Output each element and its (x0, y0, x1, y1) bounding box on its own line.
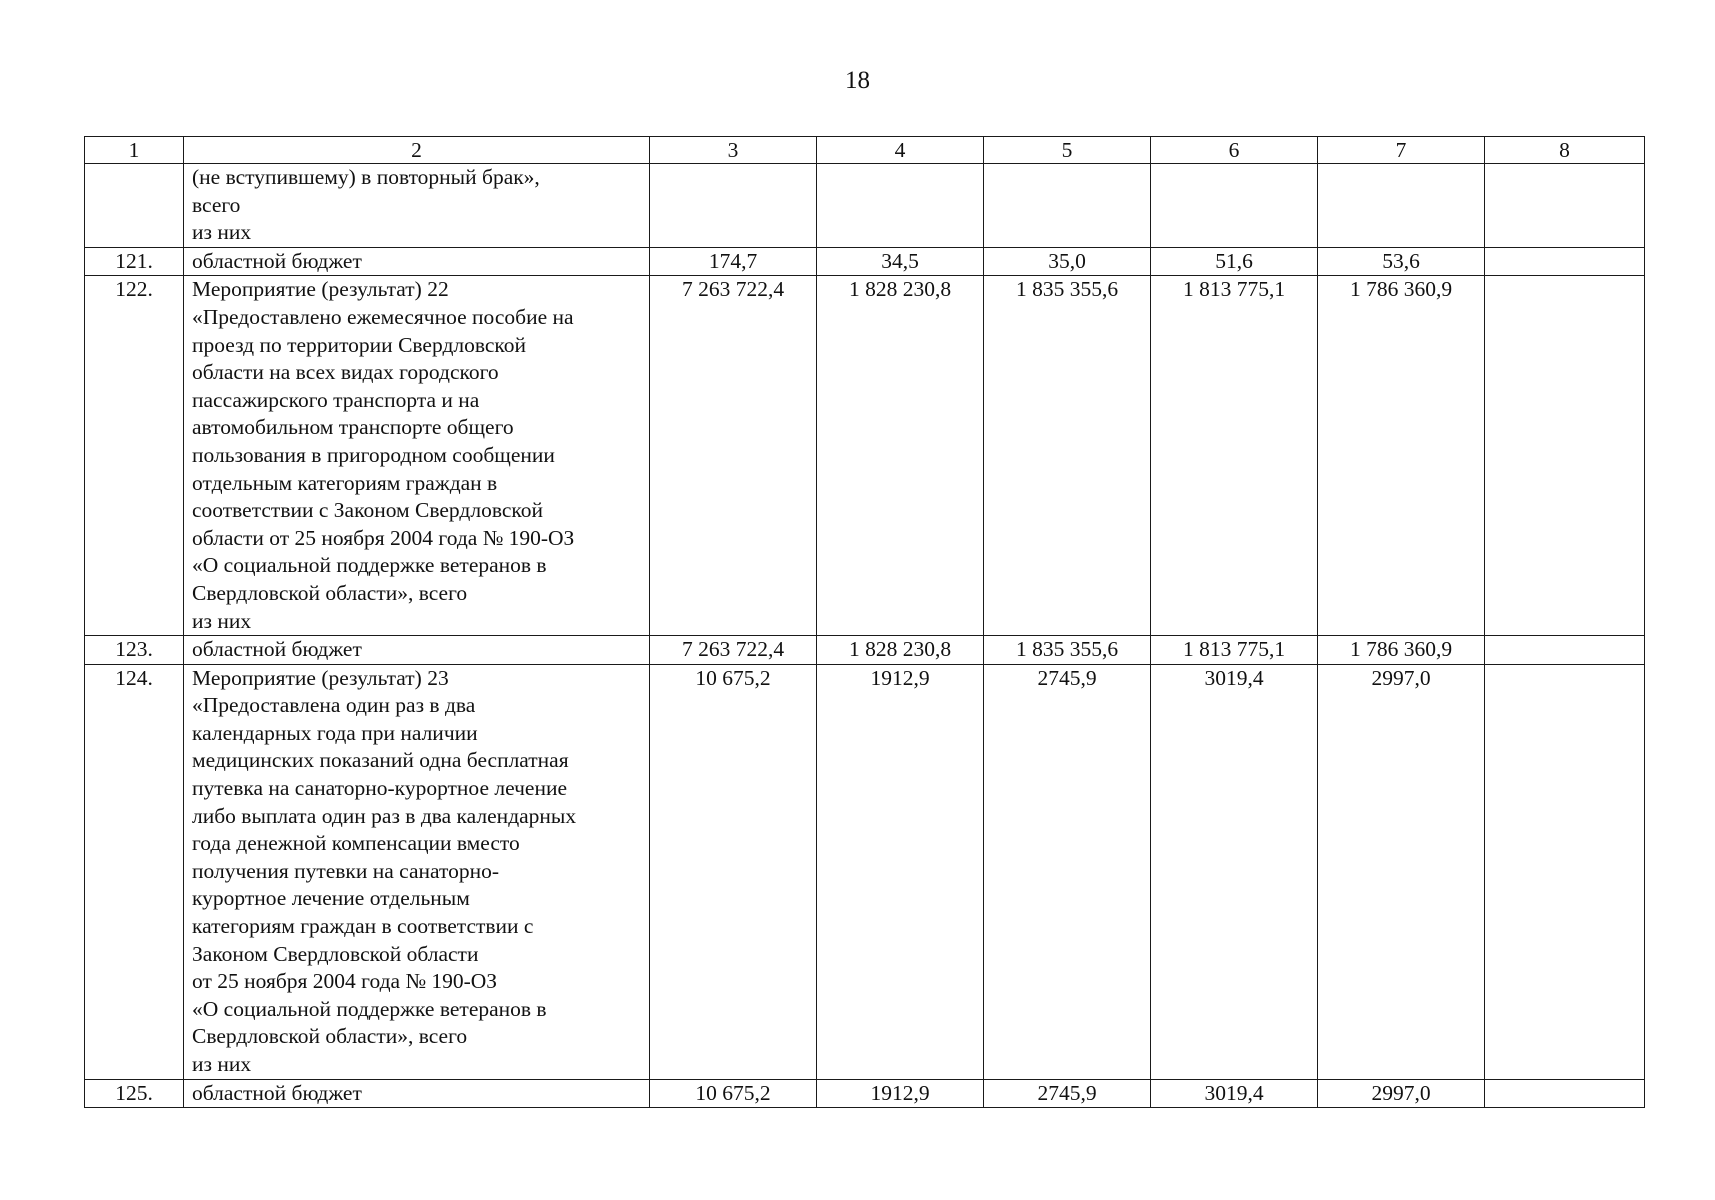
value-cell-col6 (1151, 164, 1318, 248)
value-cell-col7: 2997,0 (1318, 664, 1485, 1079)
description-line: года денежной компенсации вместо (192, 831, 520, 856)
row-number-cell: 123. (85, 636, 184, 665)
value-cell-col3 (650, 164, 817, 248)
description-line: отдельным категориям граждан в (192, 470, 498, 495)
description-line: категориям граждан в соответствии с (192, 914, 534, 939)
description-line: получения путевки на санаторно- (192, 858, 500, 883)
value-cell-col4: 1 828 230,8 (817, 636, 984, 665)
column-header-4: 4 (817, 137, 984, 164)
value-cell-col3: 10 675,2 (650, 664, 817, 1079)
value-cell-col7 (1318, 164, 1485, 248)
description-line: Законом Свердловской области (192, 941, 479, 966)
description-line: областной бюджет (192, 637, 362, 662)
value-cell-col8 (1485, 636, 1645, 665)
value-cell-col7: 2997,0 (1318, 1079, 1485, 1108)
column-header-3: 3 (650, 137, 817, 164)
description-line: всего (192, 192, 241, 217)
value-cell-col3: 174,7 (650, 247, 817, 276)
value-cell-col5: 2745,9 (984, 664, 1151, 1079)
description-line: областной бюджет (192, 1080, 362, 1105)
value-cell-col7: 1 786 360,9 (1318, 276, 1485, 636)
row-description-cell (184, 664, 650, 1079)
row-number-cell: 124. (85, 664, 184, 1079)
value-cell-col4: 1912,9 (817, 664, 984, 1079)
description-line: Свердловской области», всего (192, 1024, 468, 1049)
description-line: «Предоставлена один раз в два (192, 693, 476, 718)
value-cell-col8 (1485, 276, 1645, 636)
row-number-cell: 122. (85, 276, 184, 636)
value-cell-col5: 2745,9 (984, 1079, 1151, 1108)
description-line: из них (192, 1052, 252, 1076)
description-line: области от 25 ноября 2004 года № 190-ОЗ (192, 525, 575, 550)
row-number-cell: 125. (85, 1079, 184, 1108)
description-line: пассажирского транспорта и на (192, 387, 480, 412)
value-cell-col5 (984, 164, 1151, 248)
description-line: области на всех видах городского (192, 360, 499, 385)
value-cell-col3: 10 675,2 (650, 1079, 817, 1108)
value-cell-col4: 1 828 230,8 (817, 276, 984, 636)
value-cell-col8 (1485, 247, 1645, 276)
value-cell-col6: 1 813 775,1 (1151, 276, 1318, 636)
description-line: Мероприятие (результат) 22 (192, 277, 449, 302)
value-cell-col8 (1485, 1079, 1645, 1108)
description-line: Мероприятие (результат) 23 (192, 665, 449, 690)
table-row (85, 276, 1645, 636)
value-cell-col8 (1485, 164, 1645, 248)
value-cell-col6: 3019,4 (1151, 664, 1318, 1079)
budget-table (84, 136, 1645, 1108)
value-cell-col7: 53,6 (1318, 247, 1485, 276)
row-description-cell (184, 247, 650, 276)
column-header-6: 6 (1151, 137, 1318, 164)
description-line: соответствии с Законом Свердловской (192, 498, 543, 523)
description-line: (не вступившему) в повторный брак», (192, 165, 540, 189)
description-line: «Предоставлено ежемесячное пособие на (192, 304, 574, 329)
column-header-8: 8 (1485, 137, 1645, 164)
description-line: путевка на санаторно-курортное лечение (192, 776, 568, 801)
value-cell-col3: 7 263 722,4 (650, 636, 817, 665)
description-line: календарных года при наличии (192, 720, 478, 745)
column-header-5: 5 (984, 137, 1151, 164)
description-line: курортное лечение отдельным (192, 886, 470, 911)
column-header-1: 1 (85, 137, 184, 164)
value-cell-col4: 1912,9 (817, 1079, 984, 1108)
table-row (85, 247, 1645, 276)
value-cell-col5: 1 835 355,6 (984, 636, 1151, 665)
description-line: медицинских показаний одна бесплатная (192, 748, 569, 773)
value-cell-col5: 1 835 355,6 (984, 276, 1151, 636)
description-line: «О социальной поддержке ветеранов в (192, 553, 547, 578)
value-cell-col6: 51,6 (1151, 247, 1318, 276)
value-cell-col8 (1485, 664, 1645, 1079)
value-cell-col6: 3019,4 (1151, 1079, 1318, 1108)
value-cell-col6: 1 813 775,1 (1151, 636, 1318, 665)
description-line: либо выплата один раз в два календарных (192, 803, 577, 828)
table-header-row (85, 137, 1645, 164)
description-line: из них (192, 608, 252, 633)
value-cell-col7: 1 786 360,9 (1318, 636, 1485, 665)
description-line: пользования в пригородном сообщении (192, 442, 555, 467)
value-cell-col3: 7 263 722,4 (650, 276, 817, 636)
table-row (85, 164, 1645, 248)
description-line: областной бюджет (192, 248, 362, 273)
page-number: 18 (845, 67, 870, 94)
value-cell-col5: 35,0 (984, 247, 1151, 276)
row-number-cell: 121. (85, 247, 184, 276)
value-cell-col4 (817, 164, 984, 248)
row-description-cell (184, 1079, 650, 1108)
table-row (85, 1079, 1645, 1108)
row-number-cell (85, 164, 184, 248)
table-row (85, 636, 1645, 665)
table-row (85, 664, 1645, 1079)
value-cell-col4: 34,5 (817, 247, 984, 276)
row-description-cell (184, 276, 650, 636)
column-header-2: 2 (184, 137, 650, 164)
description-line: «О социальной поддержке ветеранов в (192, 996, 547, 1021)
row-description-cell (184, 164, 650, 248)
column-header-7: 7 (1318, 137, 1485, 164)
description-line: от 25 ноября 2004 года № 190-ОЗ (192, 969, 498, 994)
description-line: Свердловской области», всего (192, 580, 468, 605)
description-line: из них (192, 220, 252, 245)
row-description-cell (184, 636, 650, 665)
description-line: автомобильном транспорте общего (192, 415, 514, 440)
description-line: проезд по территории Свердловской (192, 332, 527, 357)
